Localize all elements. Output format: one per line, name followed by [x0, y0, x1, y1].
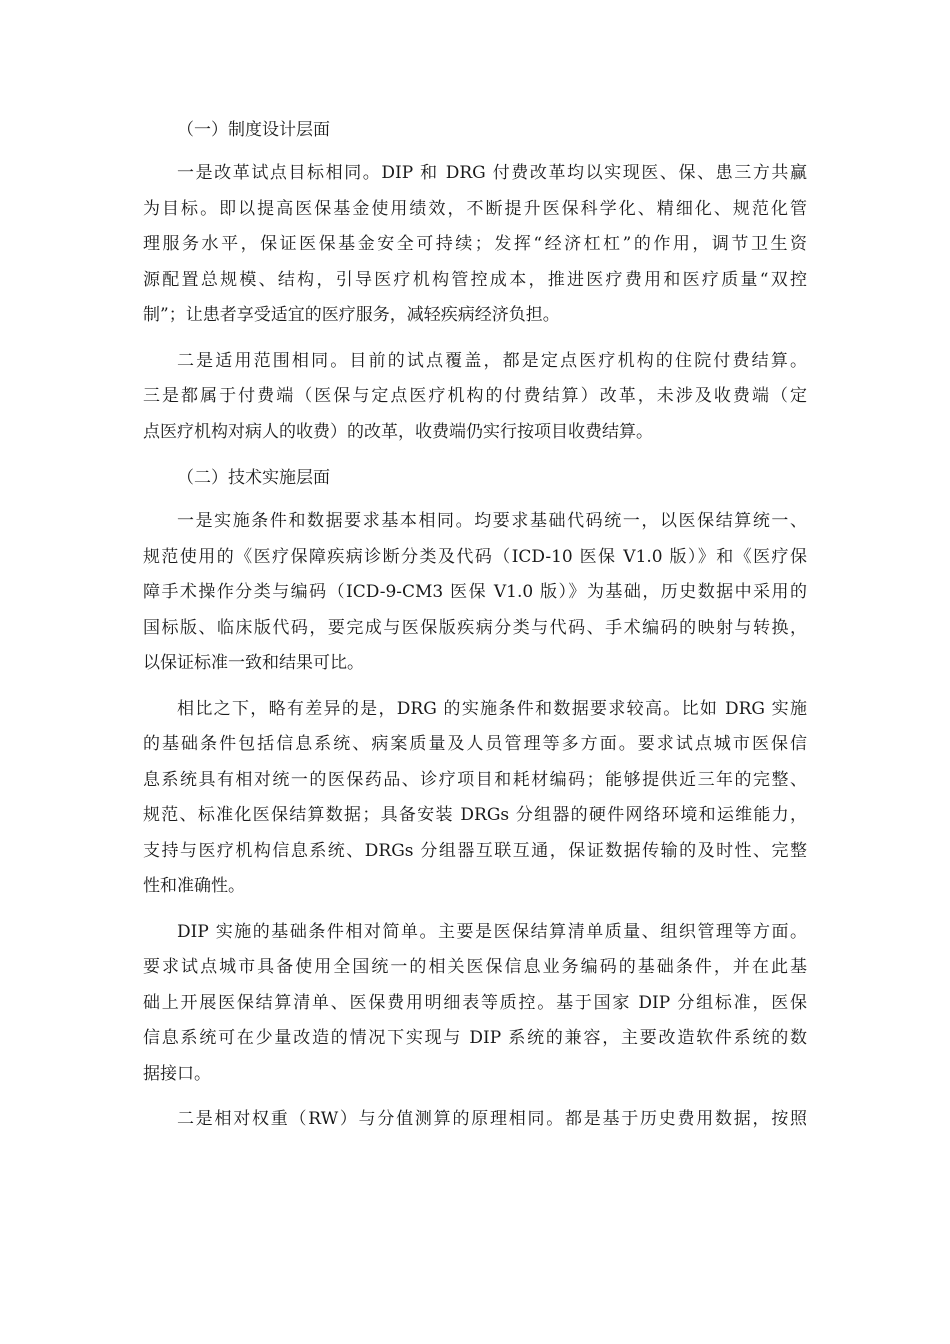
text-line: 一是实施条件和数据要求基本相同。均要求基础代码统一，以医保结算统一、: [177, 511, 807, 531]
section-heading-technical: （二）技术实施层面: [177, 468, 330, 488]
page-content: [143, 112, 807, 1148]
text-line: 二是适用范围相同。目前的试点覆盖，都是定点医疗机构的住院付费结算。: [177, 350, 807, 371]
text-line: 息系统具有相对统一的医保药品、诊疗项目和耗材编码；能够提供近三年的完整、: [143, 769, 807, 790]
text-line: 以保证标准一致和结果可比。: [143, 653, 364, 673]
text-line: 性和准确性。: [143, 876, 245, 896]
text-line: 规范使用的《医疗保障疾病诊断分类及代码（ICD-10 医保 V1.0 版）》和《医疗保: [143, 546, 807, 567]
text-line: 据接口。: [143, 1063, 211, 1084]
paragraph-relative-weight: [143, 1102, 807, 1138]
text-line: 制”；让患者享受适宜的医疗服务，减轻疾病经济负担。: [143, 305, 560, 325]
paragraph-drg-conditions: [143, 692, 807, 905]
text-line: 一是改革试点目标相同。DIP 和 DRG 付费改革均以实现医、保、患三方共赢: [177, 163, 807, 183]
text-line: 的基础条件包括信息系统、病案质量及人员管理等多方面。要求试点城市医保信: [143, 734, 807, 754]
text-line: DIP 实施的基础条件相对简单。主要是医保结算清单质量、组织管理等方面。: [177, 921, 807, 942]
text-line: 规范、标准化医保结算数据；具备安装 DRGs 分组器的硬件网络环境和运维能力，: [143, 805, 807, 825]
text-line: 障手术操作分类与编码（ICD-9-CM3 医保 V1.0 版）》为基础，历史数据中采用的: [143, 582, 807, 602]
text-line: 要求试点城市具备使用全国统一的相关医保信息业务编码的基础条件，并在此基: [143, 957, 807, 977]
text-line: 支持与医疗机构信息系统、DRGs 分组器互联互通，保证数据传输的及时性、完整: [143, 840, 807, 861]
text-line: 信息系统可在少量改造的情况下实现与 DIP 系统的兼容，主要改造软件系统的数: [143, 1028, 807, 1048]
section-heading-institutional: （一）制度设计层面: [177, 120, 330, 140]
paragraph-reform-goals: [143, 156, 807, 334]
text-line: 源配置总规模、结构，引导医疗机构管控成本，推进医疗费用和医疗质量“双控: [143, 269, 807, 290]
text-line: 二是相对权重（RW）与分值测算的原理相同。都是基于历史费用数据，按照: [177, 1109, 807, 1129]
paragraph-data-requirements: [143, 504, 807, 682]
text-line: 础上开展医保结算清单、医保费用明细表等质控。基于国家 DIP 分组标准，医保: [143, 992, 807, 1013]
text-line: 点医疗机构对病人的收费）的改革，收费端仍实行按项目收费结算。: [143, 421, 653, 442]
paragraph-scope: [143, 344, 807, 451]
text-line: 理服务水平，保证医保基金安全可持续；发挥“经济杠杠”的作用，调节卫生资: [143, 234, 807, 254]
text-line: 三是都属于付费端（医保与定点医疗机构的付费结算）改革，未涉及收费端（定: [143, 386, 807, 406]
text-line: 为目标。即以提高医保基金使用绩效，不断提升医保科学化、精细化、规范化管: [143, 198, 807, 219]
text-line: 国标版、临床版代码，要完成与医保版疾病分类与代码、手术编码的映射与转换，: [143, 617, 807, 638]
paragraph-dip-conditions: [143, 915, 807, 1093]
text-line: 相比之下，略有差异的是，DRG 的实施条件和数据要求较高。比如 DRG 实施: [177, 698, 807, 719]
